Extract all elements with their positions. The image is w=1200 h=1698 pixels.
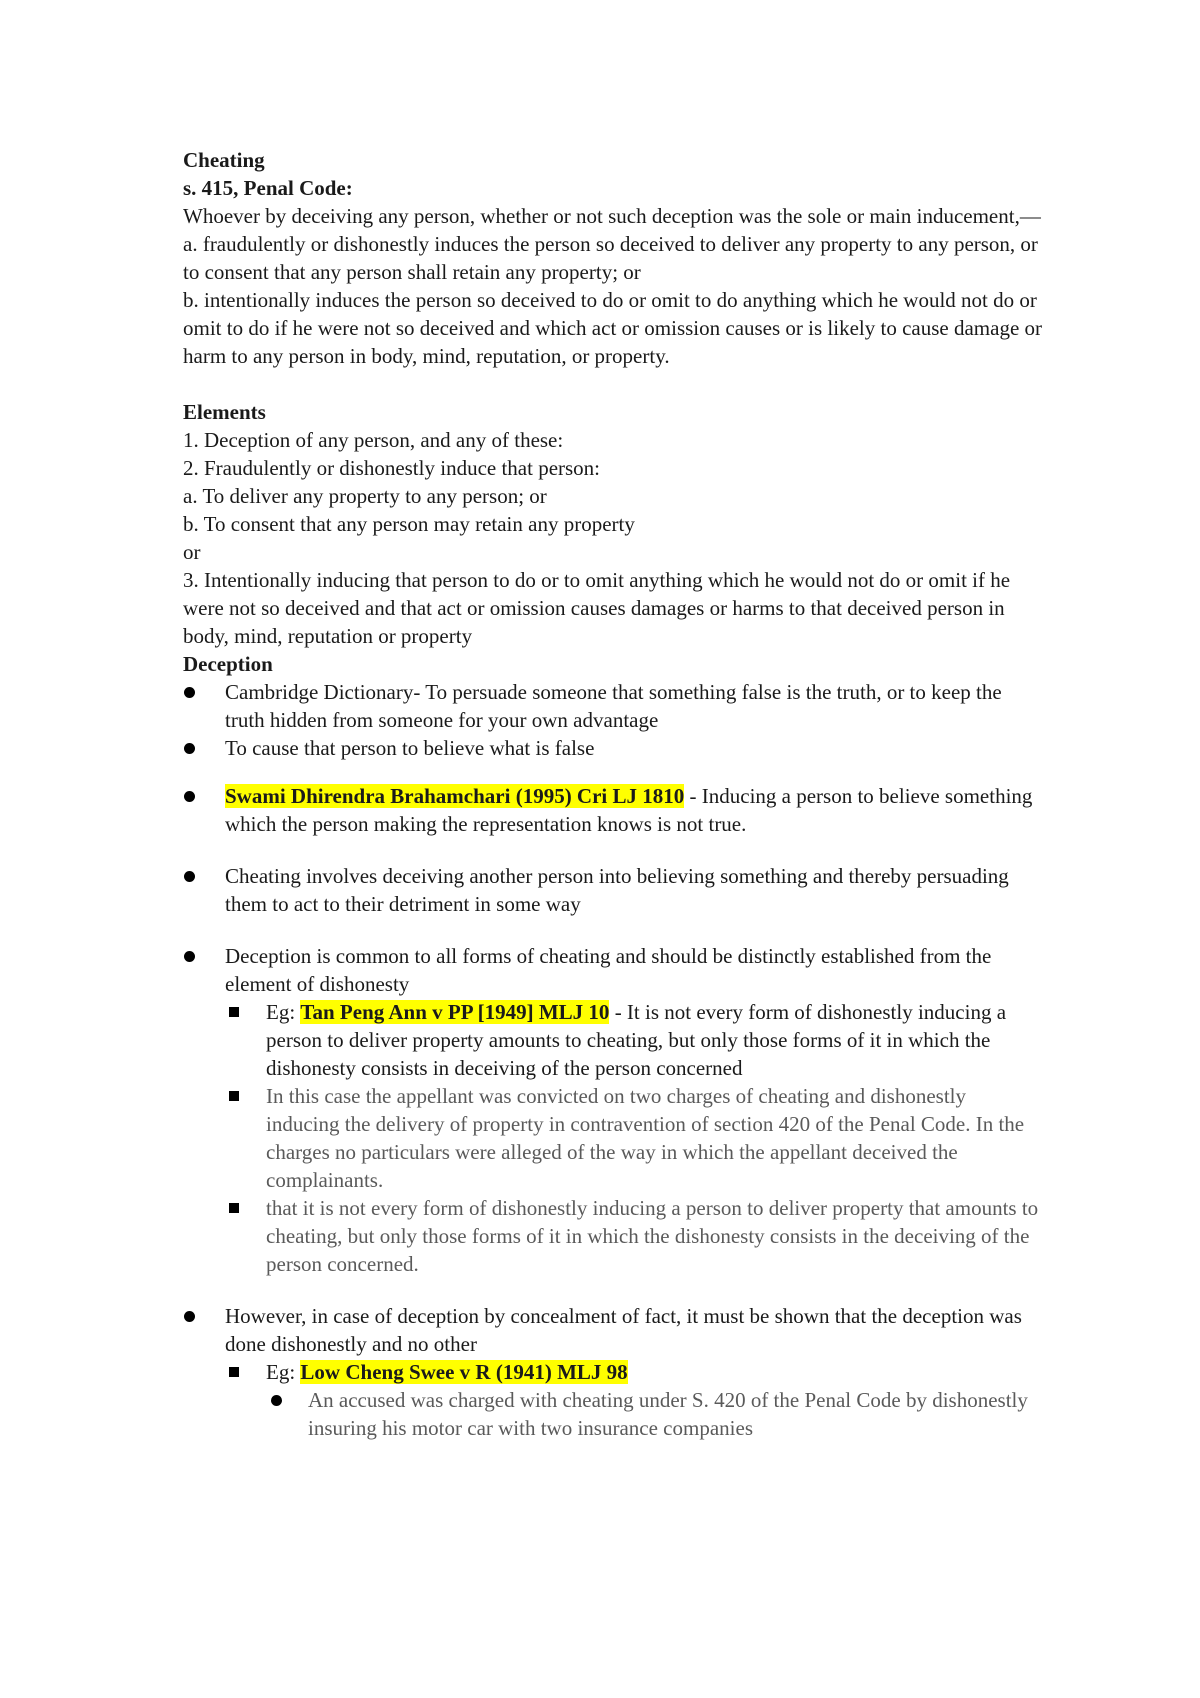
statute-clause-b: b. intentionally induces the person so deceived to do or omit to do anything which he would not do or omit to do if he were not so deceived and which act or omission causes or is likely to cause damage or harm to any person in body, mind, reputation, or property. — [183, 288, 1043, 368]
element-item: a. To deliver any property to any person; or — [183, 484, 547, 508]
sub-bullet-low-cheng-swee — [183, 1358, 1043, 1386]
bullet-deception-common: Deception is common to all forms of cheating and should be distinctly established from the element of dishonesty — [183, 942, 1043, 998]
eg-prefix: Eg: — [266, 1360, 301, 1384]
doc-title: Cheating — [183, 148, 265, 172]
sub-sub-bullet-accused-charged: An accused was charged with cheating under S. 420 of the Penal Code by dishonestly insuring his motor car with two insurance companies — [183, 1386, 1043, 1442]
case-citation-highlight: Swami Dhirendra Brahamchari (1995) Cri LJ 1810 — [225, 784, 685, 808]
case-description: - It is not every form of dishonestly inducing a person to deliver property amounts to cheating, but only those forms of it in which the dishonesty consists in deceiving of the person concerned — [266, 1000, 1007, 1080]
element-item: 3. Intentionally inducing that person to do or to omit anything which he would not do or omit if he were not so deceived and that act or omission causes damages or harms to that deceived person in body, mind, reputation or property — [183, 568, 1011, 648]
element-item: b. To consent that any person may retain any property — [183, 512, 635, 536]
elements-heading: Elements — [183, 400, 266, 424]
element-item: 1. Deception of any person, and any of these: — [183, 428, 564, 452]
sub-bullet-tan-peng-ann — [183, 998, 1043, 1082]
case-description: - Inducing a person to believe something which the person making the representation knows is not true. — [225, 784, 1033, 836]
bullet-concealment-of-fact: However, in case of deception by concealment of fact, it must be shown that the deception was done dishonestly and no other — [183, 1302, 1043, 1358]
statute-intro: Whoever by deceiving any person, whether or not such deception was the sole or main inducement,— — [183, 204, 1041, 228]
deception-heading: Deception — [183, 652, 273, 676]
element-item: 2. Fraudulently or dishonestly induce that person: — [183, 456, 601, 480]
bullet-cheating-involves: Cheating involves deceiving another person into believing something and thereby persuading them to act to their detriment in some way — [183, 862, 1043, 918]
case-citation-highlight: Tan Peng Ann v PP [1949] MLJ 10 — [300, 1000, 610, 1024]
case-citation-highlight: Low Cheng Swee v R (1941) MLJ 98 — [300, 1360, 628, 1384]
document-page — [183, 146, 1043, 1442]
bullet-cause-belief: To cause that person to believe what is false — [183, 734, 1043, 762]
sub-bullet-case-facts: In this case the appellant was convicted on two charges of cheating and dishonestly inducing the delivery of property in contravention of section 420 of the Penal Code. In the charges no particulars were alleged of the way in which the appellant deceived the complainants. — [183, 1082, 1043, 1194]
eg-prefix: Eg: — [266, 1000, 301, 1024]
element-item: or — [183, 540, 201, 564]
bullet-swami-case — [183, 782, 1043, 838]
sub-bullet-case-holding: that it is not every form of dishonestly inducing a person to deliver property that amounts to cheating, but only those forms of it in which the dishonesty consists in the deceiving of the person concerned. — [183, 1194, 1043, 1278]
statute-heading: s. 415, Penal Code: — [183, 176, 353, 200]
statute-clause-a: a. fraudulently or dishonestly induces the person so deceived to deliver any property to any person, or to consent that any person shall retain any property; or — [183, 232, 1038, 284]
bullet-cambridge-definition: Cambridge Dictionary- To persuade someone that something false is the truth, or to keep the truth hidden from someone for your own advantage — [183, 678, 1043, 734]
